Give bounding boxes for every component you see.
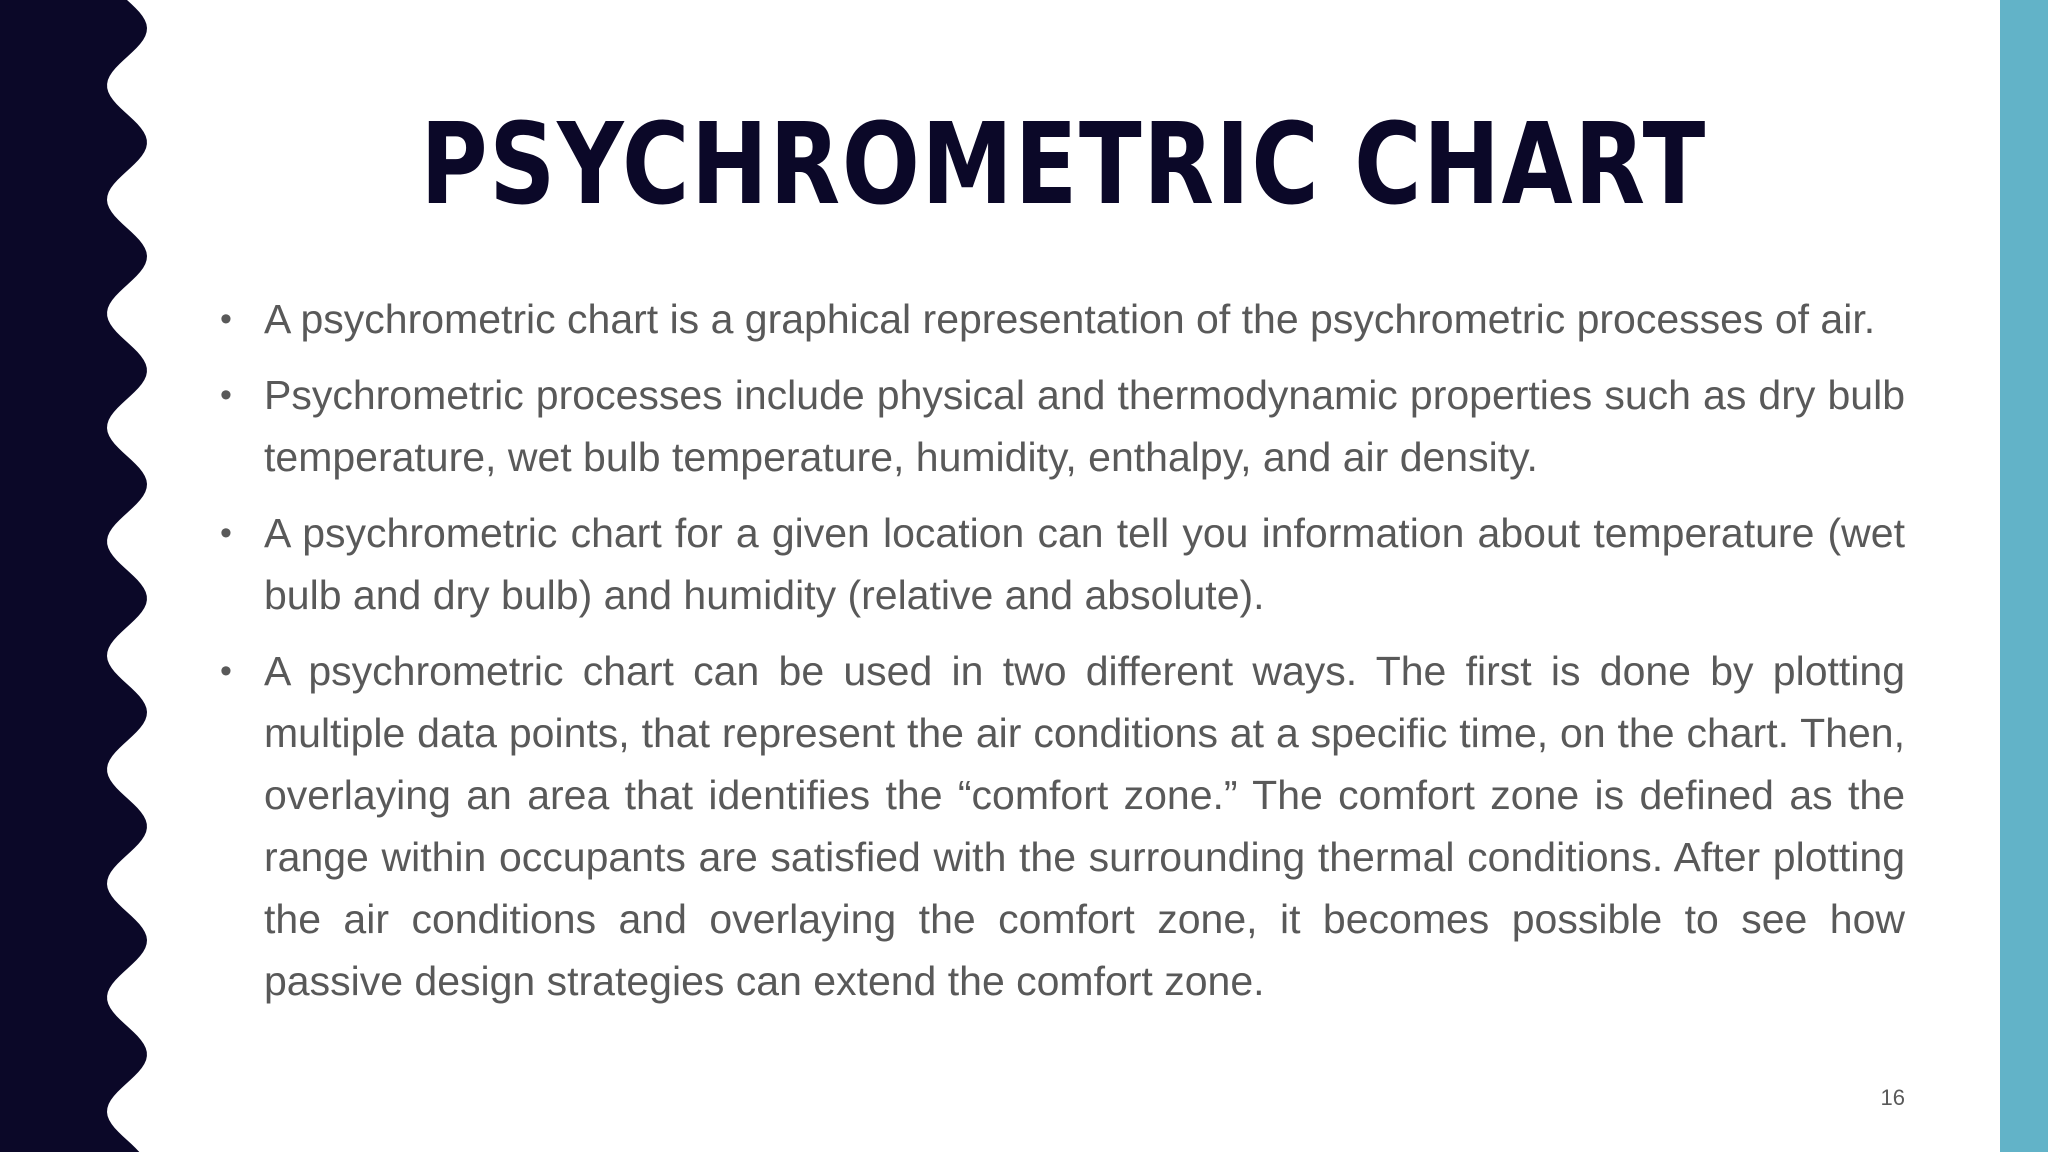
bullet-item-1 xyxy=(220,288,1905,350)
right-accent-bar xyxy=(2000,0,2048,1152)
page-number: 16 xyxy=(1880,1085,1905,1110)
bullet-text-4: A psychrometric chart can be used in two different ways. The first is done by plotting multiple data points, that represent the air conditions at a specific time, on the chart. Then, overlaying an area that identifies the “comfort zone.” The comfort zone is defined as the range within occupants are satisfied with the surrounding thermal conditions. After plotting the air conditions and overlaying the comfort zone, it becomes possible to see how passive design strategies can extend the comfort zone. xyxy=(264,648,1905,1004)
bullet-list xyxy=(220,288,1905,1026)
bullet-dot-icon: • xyxy=(220,300,232,338)
bullet-text-2: Psychrometric processes include physical and thermodynamic properties such as dry bulb temperature, wet bulb temperature, humidity, enthalpy, and air density. xyxy=(264,372,1905,480)
wave-shape xyxy=(0,0,147,1152)
bullet-dot-icon: • xyxy=(220,652,232,690)
bullet-dot-icon: • xyxy=(220,376,232,414)
slide-title: PSYCHROMETRIC CHART xyxy=(420,100,1707,230)
bullet-text-3: A psychrometric chart for a given location can tell you information about temperature (wet bulb and dry bulb) and humidity (relative and absolute). xyxy=(264,510,1905,618)
bullet-item-3 xyxy=(220,502,1905,626)
bullet-item-4 xyxy=(220,640,1905,1012)
bullet-dot-icon: • xyxy=(220,514,232,552)
bullet-item-2 xyxy=(220,364,1905,488)
bullet-text-1: A psychrometric chart is a graphical representation of the psychrometric processes of air. xyxy=(264,296,1876,342)
left-wave-decoration xyxy=(0,0,160,1152)
